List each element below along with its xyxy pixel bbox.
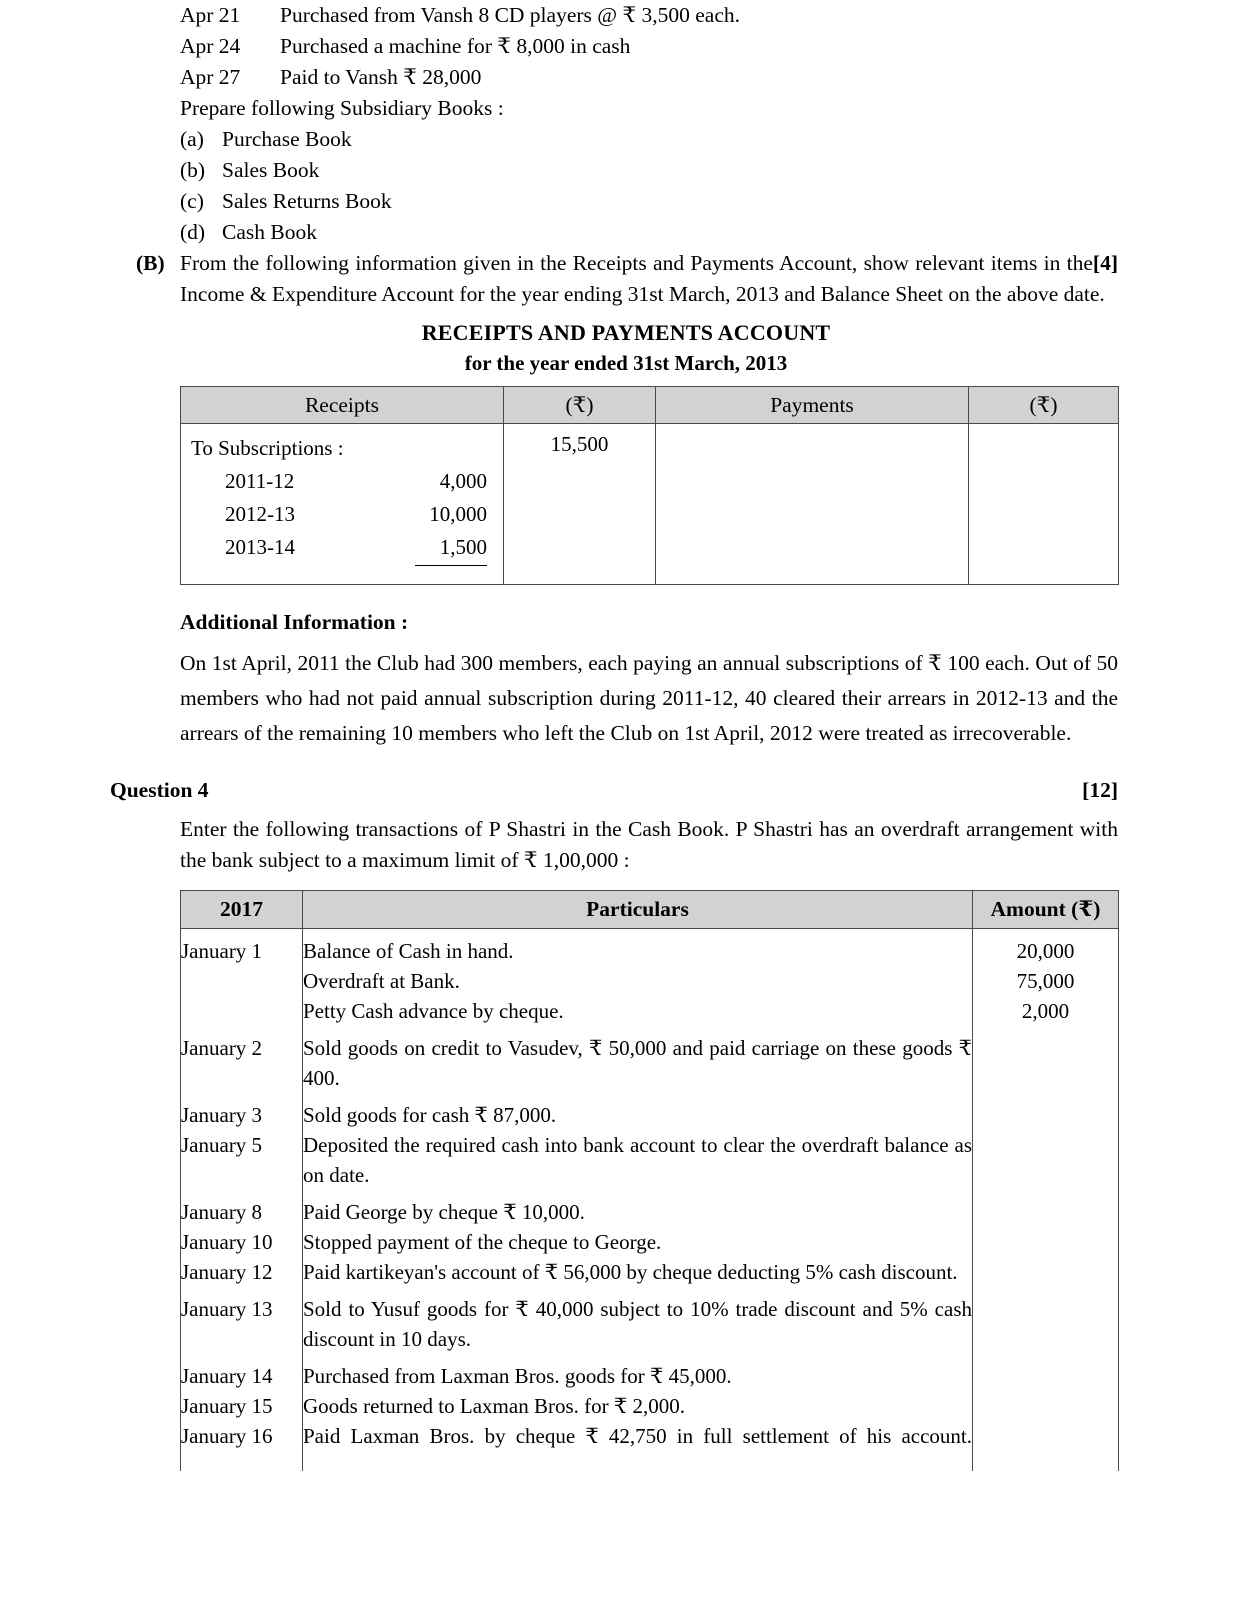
table-row — [181, 1421, 1119, 1471]
column-header-amount: Amount (₹) — [973, 891, 1119, 929]
row-amount — [973, 1257, 1119, 1287]
column-header-payments: Payments — [656, 387, 969, 424]
subscription-row — [191, 498, 493, 531]
list-item — [180, 217, 1252, 248]
marks-badge: [12] — [1082, 778, 1118, 802]
table-row — [181, 1257, 1119, 1287]
receipts-account-title: RECEIPTS AND PAYMENTS ACCOUNT — [421, 320, 831, 345]
particulars-line: Stopped payment of the cheque to George. — [303, 1230, 662, 1254]
part-b-body — [180, 248, 1118, 310]
particulars-line: Balance of Cash in hand. — [303, 939, 514, 963]
transaction-text: Purchased from Vansh 8 CD players @ ₹ 3,500 each. — [280, 3, 741, 27]
transaction-text: Paid to Vansh ₹ 28,000 — [280, 65, 482, 89]
subscription-value: 4,000 — [439, 469, 487, 493]
receipts-and-payments-table — [180, 386, 1119, 585]
row-amount — [973, 1287, 1119, 1354]
list-item — [180, 124, 1252, 155]
row-date — [181, 929, 303, 1027]
subscription-year: 2012-13 — [225, 502, 295, 526]
page-title: Question 4 — [110, 778, 209, 802]
row-date — [181, 1354, 303, 1391]
particulars-line: Petty Cash advance by cheque. — [303, 999, 564, 1023]
payments-cell — [656, 424, 969, 585]
row-date — [181, 1257, 303, 1287]
particulars-line: Sold goods on credit to Vasudev, ₹ 50,000 and paid carriage on these goods ₹ 400. — [303, 1036, 972, 1090]
row-amount — [973, 1190, 1119, 1227]
row-particulars — [303, 1287, 973, 1354]
prepare-instruction: Prepare following Subsidiary Books : — [180, 96, 504, 120]
question-4-heading-row — [110, 775, 1118, 806]
receipts-total-cell: 15,500 — [504, 424, 656, 585]
column-header-payments-amount: (₹) — [969, 387, 1119, 424]
row-particulars — [303, 1391, 973, 1421]
top-transactions-list — [0, 0, 1252, 93]
subsidiary-books-list — [0, 124, 1252, 248]
row-amount — [973, 1093, 1119, 1130]
column-header-particulars: Particulars — [303, 891, 973, 929]
row-date-text: January 3 — [181, 1103, 263, 1127]
transaction-date: Apr 21 — [180, 3, 241, 27]
receipts-heading: To Subscriptions : — [191, 436, 344, 460]
cash-book-transactions-table — [180, 890, 1119, 1471]
particulars-line: Sold to Yusuf goods for ₹ 40,000 subject to 10% trade discount and 5% cash discount in 10 days. — [303, 1297, 972, 1351]
row-amount — [973, 1227, 1119, 1257]
row-date-text: January 2 — [181, 1036, 263, 1060]
row-particulars — [303, 1093, 973, 1130]
row-amount — [973, 1130, 1119, 1190]
transaction-line — [180, 31, 1252, 62]
amount-value: 75,000 — [1016, 969, 1075, 993]
receipts-account-subtitle: for the year ended 31st March, 2013 — [464, 351, 788, 375]
row-date — [181, 1421, 303, 1471]
particulars-line: Paid George by cheque ₹ 10,000. — [303, 1200, 585, 1224]
row-date — [181, 1287, 303, 1354]
subscription-value: 10,000 — [429, 502, 487, 526]
table-row — [181, 1354, 1119, 1391]
table-header-row — [181, 387, 1119, 424]
receipts-cell — [181, 424, 504, 585]
subscription-year: 2011-12 — [225, 469, 295, 493]
row-date-text: January 5 — [181, 1133, 263, 1157]
part-b-text: From the following information given in the Receipts and Payments Account, show relevant items in the Income & Expenditure Account for the year ending 31st March, 2013 and Balance Sheet on the above date. — [180, 251, 1105, 306]
particulars-line: Goods returned to Laxman Bros. for ₹ 2,000. — [303, 1394, 685, 1418]
row-date — [181, 1227, 303, 1257]
row-date-text: January 8 — [181, 1200, 263, 1224]
row-date — [181, 1391, 303, 1421]
column-header-receipts-amount: (₹) — [504, 387, 656, 424]
row-particulars — [303, 1130, 973, 1190]
transaction-line — [180, 62, 1252, 93]
payments-amount-cell — [969, 424, 1119, 585]
transaction-date: Apr 24 — [180, 34, 241, 58]
question-part-b — [136, 248, 1118, 310]
question-4-intro: Enter the following transactions of P Shastri in the Cash Book. P Shastri has an overdraft arrangement with the bank subject to a maximum limit of ₹ 1,00,000 : — [180, 817, 1118, 872]
subscription-row — [191, 465, 493, 498]
additional-information-text: On 1st April, 2011 the Club had 300 members, each paying an annual subscriptions of ₹ 100 each. Out of 50 members who had not paid annual subscription during 2011-12, 40 cleared their arrears in 2012-13 and the arrears of the remaining 10 members who left the Club on 1st April, 2012 were treated as irrecoverable. — [180, 651, 1118, 745]
table-header-row — [181, 891, 1119, 929]
table-row — [181, 1287, 1119, 1354]
row-particulars — [303, 1227, 973, 1257]
subscription-value: 1,500 — [415, 531, 487, 566]
row-spacer — [303, 1451, 972, 1471]
row-amount — [973, 1354, 1119, 1391]
column-header-receipts: Receipts — [181, 387, 504, 424]
row-date-text: January 14 — [181, 1364, 273, 1388]
amount-value: 2,000 — [1021, 999, 1070, 1023]
row-particulars — [303, 929, 973, 1027]
row-date-text: January 1 — [181, 939, 263, 963]
table-row — [181, 1093, 1119, 1130]
transaction-date: Apr 27 — [180, 65, 241, 89]
particulars-line: Overdraft at Bank. — [303, 969, 460, 993]
list-item-label: (b) — [180, 158, 206, 182]
row-particulars — [303, 1190, 973, 1227]
marks-badge: [4] — [1092, 251, 1118, 275]
particulars-line: Sold goods for cash ₹ 87,000. — [303, 1103, 557, 1127]
row-date-text: January 12 — [181, 1260, 273, 1284]
list-item-text: Sales Book — [222, 158, 320, 182]
list-item-label: (c) — [180, 189, 204, 213]
row-date-text: January 10 — [181, 1230, 273, 1254]
row-date-text: January 13 — [181, 1297, 273, 1321]
row-amount — [973, 929, 1119, 1027]
row-date — [181, 1190, 303, 1227]
table-row — [181, 1026, 1119, 1093]
row-spacer — [181, 1451, 302, 1471]
row-date — [181, 1026, 303, 1093]
table-row — [181, 1130, 1119, 1190]
column-header-year: 2017 — [181, 891, 303, 929]
table-row — [181, 1227, 1119, 1257]
transaction-line — [180, 0, 1252, 31]
table-row — [181, 1190, 1119, 1227]
list-item-label: (d) — [180, 220, 206, 244]
row-date — [181, 1093, 303, 1130]
row-particulars — [303, 1257, 973, 1287]
list-item-text: Cash Book — [222, 220, 317, 244]
row-amount — [973, 1026, 1119, 1093]
part-label: (B) — [136, 251, 165, 275]
list-item-text: Purchase Book — [222, 127, 352, 151]
additional-information-heading: Additional Information : — [180, 610, 409, 634]
particulars-line: Deposited the required cash into bank account to clear the overdraft balance as on date. — [303, 1133, 972, 1187]
row-amount — [973, 1391, 1119, 1421]
list-item-label: (a) — [180, 127, 204, 151]
subscription-year: 2013-14 — [225, 535, 295, 559]
table-row — [181, 424, 1119, 585]
row-particulars — [303, 1421, 973, 1471]
list-item — [180, 186, 1252, 217]
particulars-line: Paid Laxman Bros. by cheque ₹ 42,750 in full settlement of his account. — [303, 1424, 972, 1448]
particulars-line: Paid kartikeyan's account of ₹ 56,000 by cheque deducting 5% cash discount. — [303, 1260, 958, 1284]
row-date-text: January 15 — [181, 1394, 273, 1418]
row-particulars — [303, 1354, 973, 1391]
transaction-text: Purchased a machine for ₹ 8,000 in cash — [280, 34, 631, 58]
row-date — [181, 1130, 303, 1190]
list-item-text: Sales Returns Book — [222, 189, 392, 213]
amount-value: 20,000 — [1016, 939, 1075, 963]
row-amount — [973, 1421, 1119, 1471]
row-date-text: January 16 — [181, 1424, 273, 1448]
row-particulars — [303, 1026, 973, 1093]
list-item — [180, 155, 1252, 186]
table-row — [181, 1391, 1119, 1421]
table-row — [181, 929, 1119, 1027]
subscription-row — [191, 531, 493, 566]
particulars-line: Purchased from Laxman Bros. goods for ₹ 45,000. — [303, 1364, 732, 1388]
